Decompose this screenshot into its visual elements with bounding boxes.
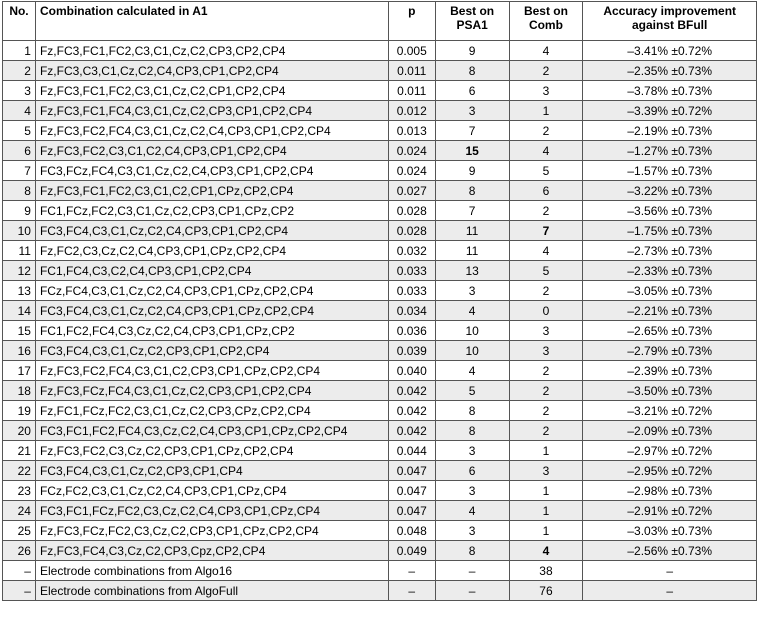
table-row xyxy=(3,421,757,441)
cell-combination: Fz,FC3,FC2,FC4,C3,C1,C2,CP3,CP1,CPz,CP2,CP4 xyxy=(35,361,388,381)
table-row xyxy=(3,461,757,481)
cell-combination: Fz,FC3,C3,C1,Cz,C2,C4,CP3,CP1,CP2,CP4 xyxy=(35,61,388,81)
cell-accuracy: –2.21% ±0.73% xyxy=(583,301,757,321)
cell-best-comb: 3 xyxy=(509,81,583,101)
cell-p: 0.032 xyxy=(388,241,435,261)
cell-best-comb: 4 xyxy=(509,141,583,161)
cell-no: 8 xyxy=(3,181,36,201)
cell-p: 0.047 xyxy=(388,501,435,521)
cell-no: 24 xyxy=(3,501,36,521)
cell-accuracy: –2.39% ±0.73% xyxy=(583,361,757,381)
header-combination: Combination calculated in A1 xyxy=(35,2,388,41)
cell-no: 25 xyxy=(3,521,36,541)
cell-best-comb: 2 xyxy=(509,421,583,441)
cell-no: 7 xyxy=(3,161,36,181)
cell-best-psa1: 3 xyxy=(435,441,509,461)
cell-accuracy: –3.05% ±0.73% xyxy=(583,281,757,301)
cell-p: 0.024 xyxy=(388,161,435,181)
cell-p: – xyxy=(388,581,435,601)
cell-p: 0.027 xyxy=(388,181,435,201)
table-row xyxy=(3,481,757,501)
cell-no: 14 xyxy=(3,301,36,321)
cell-combination: FC1,FC2,FC4,C3,Cz,C2,C4,CP3,CP1,CPz,CP2 xyxy=(35,321,388,341)
cell-accuracy: –3.50% ±0.73% xyxy=(583,381,757,401)
cell-p: – xyxy=(388,561,435,581)
cell-best-psa1: 11 xyxy=(435,241,509,261)
cell-best-psa1: 6 xyxy=(435,81,509,101)
cell-best-psa1: 7 xyxy=(435,201,509,221)
cell-best-psa1: 8 xyxy=(435,181,509,201)
table-row xyxy=(3,521,757,541)
cell-accuracy: –2.97% ±0.72% xyxy=(583,441,757,461)
cell-p: 0.047 xyxy=(388,481,435,501)
table-row xyxy=(3,221,757,241)
cell-p: 0.033 xyxy=(388,281,435,301)
results-table xyxy=(2,1,757,601)
cell-no: 13 xyxy=(3,281,36,301)
cell-no: 1 xyxy=(3,41,36,61)
cell-best-comb: 2 xyxy=(509,361,583,381)
cell-no: 18 xyxy=(3,381,36,401)
cell-best-comb: 1 xyxy=(509,101,583,121)
cell-accuracy: –2.56% ±0.73% xyxy=(583,541,757,561)
header-row xyxy=(3,2,757,41)
cell-p: 0.040 xyxy=(388,361,435,381)
header-best-comb: Best on Comb xyxy=(509,2,583,41)
cell-best-psa1: 10 xyxy=(435,341,509,361)
cell-p: 0.042 xyxy=(388,381,435,401)
cell-accuracy: –2.35% ±0.73% xyxy=(583,61,757,81)
cell-accuracy: –1.57% ±0.73% xyxy=(583,161,757,181)
cell-combination: Electrode combinations from AlgoFull xyxy=(35,581,388,601)
cell-combination: Fz,FC1,FCz,FC2,C3,C1,Cz,C2,CP3,CPz,CP2,CP4 xyxy=(35,401,388,421)
cell-best-comb: 4 xyxy=(509,541,583,561)
cell-best-psa1: 4 xyxy=(435,361,509,381)
cell-best-psa1: 8 xyxy=(435,421,509,441)
cell-best-comb: 2 xyxy=(509,381,583,401)
cell-p: 0.049 xyxy=(388,541,435,561)
table-row xyxy=(3,101,757,121)
cell-best-psa1: 8 xyxy=(435,61,509,81)
cell-best-psa1: 3 xyxy=(435,521,509,541)
cell-best-comb: 1 xyxy=(509,481,583,501)
cell-best-psa1: 15 xyxy=(435,141,509,161)
cell-no: 6 xyxy=(3,141,36,161)
table-row xyxy=(3,281,757,301)
cell-combination: Fz,FC2,C3,Cz,C2,C4,CP3,CP1,CPz,CP2,CP4 xyxy=(35,241,388,261)
cell-accuracy: –3.21% ±0.72% xyxy=(583,401,757,421)
cell-combination: FC1,FCz,FC2,C3,C1,Cz,C2,CP3,CP1,CPz,CP2 xyxy=(35,201,388,221)
cell-no: 26 xyxy=(3,541,36,561)
cell-best-psa1: 8 xyxy=(435,401,509,421)
cell-best-comb: 2 xyxy=(509,401,583,421)
cell-accuracy: –3.41% ±0.72% xyxy=(583,41,757,61)
cell-accuracy: –3.03% ±0.73% xyxy=(583,521,757,541)
cell-best-comb: 3 xyxy=(509,341,583,361)
cell-combination: Electrode combinations from Algo16 xyxy=(35,561,388,581)
cell-accuracy: –2.19% ±0.73% xyxy=(583,121,757,141)
cell-accuracy: –2.65% ±0.73% xyxy=(583,321,757,341)
cell-best-comb: 3 xyxy=(509,321,583,341)
header-p: p xyxy=(388,2,435,41)
cell-combination: Fz,FC3,FC2,C3,C1,C2,C4,CP3,CP1,CP2,CP4 xyxy=(35,141,388,161)
cell-best-comb: 4 xyxy=(509,41,583,61)
table-row xyxy=(3,561,757,581)
cell-best-comb: 0 xyxy=(509,301,583,321)
table-row xyxy=(3,261,757,281)
cell-combination: FC3,FCz,FC4,C3,C1,Cz,C2,C4,CP3,CP1,CP2,CP4 xyxy=(35,161,388,181)
table-body xyxy=(3,41,757,601)
cell-best-comb: 2 xyxy=(509,121,583,141)
cell-no: 17 xyxy=(3,361,36,381)
cell-best-comb: 1 xyxy=(509,501,583,521)
cell-combination: FC3,FC4,C3,C1,Cz,C2,C4,CP3,CP1,CPz,CP2,CP4 xyxy=(35,301,388,321)
cell-best-comb: 5 xyxy=(509,161,583,181)
cell-no: 15 xyxy=(3,321,36,341)
cell-best-psa1: – xyxy=(435,561,509,581)
cell-p: 0.013 xyxy=(388,121,435,141)
cell-accuracy: –3.56% ±0.73% xyxy=(583,201,757,221)
cell-p: 0.036 xyxy=(388,321,435,341)
cell-no: 21 xyxy=(3,441,36,461)
table-row xyxy=(3,121,757,141)
cell-best-comb: 1 xyxy=(509,521,583,541)
cell-no: 5 xyxy=(3,121,36,141)
cell-best-comb: 7 xyxy=(509,221,583,241)
cell-combination: Fz,FC3,FCz,FC4,C3,C1,Cz,C2,CP3,CP1,CP2,CP4 xyxy=(35,381,388,401)
cell-accuracy: –1.27% ±0.73% xyxy=(583,141,757,161)
cell-best-psa1: 6 xyxy=(435,461,509,481)
cell-p: 0.012 xyxy=(388,101,435,121)
cell-accuracy: –2.73% ±0.73% xyxy=(583,241,757,261)
cell-no: 4 xyxy=(3,101,36,121)
header-accuracy: Accuracy improvement against BFull xyxy=(583,2,757,41)
cell-best-psa1: 13 xyxy=(435,261,509,281)
cell-no: 19 xyxy=(3,401,36,421)
cell-best-comb: 2 xyxy=(509,201,583,221)
cell-best-psa1: 8 xyxy=(435,541,509,561)
cell-p: 0.028 xyxy=(388,221,435,241)
table-row xyxy=(3,581,757,601)
cell-no: – xyxy=(3,581,36,601)
cell-accuracy: –1.75% ±0.73% xyxy=(583,221,757,241)
cell-no: 22 xyxy=(3,461,36,481)
cell-p: 0.039 xyxy=(388,341,435,361)
cell-combination: FC1,FC4,C3,C2,C4,CP3,CP1,CP2,CP4 xyxy=(35,261,388,281)
cell-best-comb: 3 xyxy=(509,461,583,481)
cell-no: 16 xyxy=(3,341,36,361)
cell-combination: Fz,FC3,FC4,C3,Cz,C2,CP3,Cpz,CP2,CP4 xyxy=(35,541,388,561)
cell-accuracy: –3.39% ±0.72% xyxy=(583,101,757,121)
cell-no: – xyxy=(3,561,36,581)
cell-best-comb: 6 xyxy=(509,181,583,201)
cell-best-psa1: 9 xyxy=(435,41,509,61)
cell-p: 0.047 xyxy=(388,461,435,481)
cell-no: 3 xyxy=(3,81,36,101)
cell-best-psa1: 4 xyxy=(435,501,509,521)
cell-combination: Fz,FC3,FC2,FC4,C3,C1,Cz,C2,C4,CP3,CP1,CP2,CP4 xyxy=(35,121,388,141)
cell-best-comb: 2 xyxy=(509,61,583,81)
table-row xyxy=(3,241,757,261)
cell-best-psa1: 3 xyxy=(435,281,509,301)
cell-combination: Fz,FC3,FCz,FC2,C3,Cz,C2,CP3,CP1,CPz,CP2,CP4 xyxy=(35,521,388,541)
cell-combination: Fz,FC3,FC2,C3,Cz,C2,CP3,CP1,CPz,CP2,CP4 xyxy=(35,441,388,461)
cell-accuracy: –2.91% ±0.72% xyxy=(583,501,757,521)
cell-accuracy: –2.98% ±0.73% xyxy=(583,481,757,501)
cell-combination: FC3,FC1,FC2,FC4,C3,Cz,C2,C4,CP3,CP1,CPz,CP2,CP4 xyxy=(35,421,388,441)
cell-best-comb: 4 xyxy=(509,241,583,261)
cell-p: 0.005 xyxy=(388,41,435,61)
cell-accuracy: –3.78% ±0.73% xyxy=(583,81,757,101)
cell-p: 0.034 xyxy=(388,301,435,321)
cell-best-comb: 5 xyxy=(509,261,583,281)
cell-combination: FCz,FC4,C3,C1,Cz,C2,C4,CP3,CP1,CPz,CP2,CP4 xyxy=(35,281,388,301)
table-row xyxy=(3,381,757,401)
cell-no: 2 xyxy=(3,61,36,81)
cell-best-comb: 76 xyxy=(509,581,583,601)
cell-combination: FC3,FC4,C3,C1,Cz,C2,CP3,CP1,CP2,CP4 xyxy=(35,341,388,361)
cell-no: 10 xyxy=(3,221,36,241)
cell-combination: FC3,FC1,FCz,FC2,C3,Cz,C2,C4,CP3,CP1,CPz,CP4 xyxy=(35,501,388,521)
cell-best-psa1: 4 xyxy=(435,301,509,321)
cell-combination: Fz,FC3,FC1,FC2,C3,C1,C2,CP1,CPz,CP2,CP4 xyxy=(35,181,388,201)
cell-p: 0.028 xyxy=(388,201,435,221)
cell-no: 12 xyxy=(3,261,36,281)
cell-accuracy: –2.09% ±0.73% xyxy=(583,421,757,441)
cell-best-psa1: 7 xyxy=(435,121,509,141)
cell-no: 23 xyxy=(3,481,36,501)
table-row xyxy=(3,61,757,81)
cell-best-comb: 38 xyxy=(509,561,583,581)
table-row xyxy=(3,321,757,341)
cell-p: 0.048 xyxy=(388,521,435,541)
header-best-psa1: Best on PSA1 xyxy=(435,2,509,41)
table-row xyxy=(3,41,757,61)
cell-accuracy: –2.79% ±0.73% xyxy=(583,341,757,361)
table-row xyxy=(3,401,757,421)
cell-best-psa1: 10 xyxy=(435,321,509,341)
cell-no: 11 xyxy=(3,241,36,261)
cell-combination: Fz,FC3,FC1,FC2,C3,C1,Cz,C2,CP1,CP2,CP4 xyxy=(35,81,388,101)
cell-combination: FC3,FC4,C3,C1,Cz,C2,C4,CP3,CP1,CP2,CP4 xyxy=(35,221,388,241)
cell-p: 0.042 xyxy=(388,401,435,421)
table-row xyxy=(3,201,757,221)
cell-p: 0.011 xyxy=(388,61,435,81)
table-row xyxy=(3,541,757,561)
cell-best-psa1: 9 xyxy=(435,161,509,181)
cell-accuracy: –2.95% ±0.72% xyxy=(583,461,757,481)
cell-no: 20 xyxy=(3,421,36,441)
cell-no: 9 xyxy=(3,201,36,221)
cell-combination: Fz,FC3,FC1,FC2,C3,C1,Cz,C2,CP3,CP2,CP4 xyxy=(35,41,388,61)
table-row xyxy=(3,181,757,201)
table-row xyxy=(3,161,757,181)
cell-p: 0.024 xyxy=(388,141,435,161)
table-row xyxy=(3,301,757,321)
cell-combination: FC3,FC4,C3,C1,Cz,C2,CP3,CP1,CP4 xyxy=(35,461,388,481)
cell-accuracy: –2.33% ±0.73% xyxy=(583,261,757,281)
cell-best-comb: 2 xyxy=(509,281,583,301)
table-row xyxy=(3,361,757,381)
cell-p: 0.011 xyxy=(388,81,435,101)
cell-combination: Fz,FC3,FC1,FC4,C3,C1,Cz,C2,CP3,CP1,CP2,CP4 xyxy=(35,101,388,121)
table-row xyxy=(3,441,757,461)
cell-combination: FCz,FC2,C3,C1,Cz,C2,C4,CP3,CP1,CPz,CP4 xyxy=(35,481,388,501)
cell-accuracy: – xyxy=(583,561,757,581)
cell-p: 0.042 xyxy=(388,421,435,441)
cell-best-psa1: 5 xyxy=(435,381,509,401)
table-row xyxy=(3,501,757,521)
cell-p: 0.033 xyxy=(388,261,435,281)
cell-best-comb: 1 xyxy=(509,441,583,461)
header-no: No. xyxy=(3,2,36,41)
table-row xyxy=(3,341,757,361)
cell-best-psa1: 3 xyxy=(435,481,509,501)
cell-accuracy: –3.22% ±0.73% xyxy=(583,181,757,201)
table-row xyxy=(3,141,757,161)
cell-best-psa1: 3 xyxy=(435,101,509,121)
cell-accuracy: – xyxy=(583,581,757,601)
table-row xyxy=(3,81,757,101)
cell-best-psa1: 11 xyxy=(435,221,509,241)
cell-best-psa1: – xyxy=(435,581,509,601)
cell-p: 0.044 xyxy=(388,441,435,461)
